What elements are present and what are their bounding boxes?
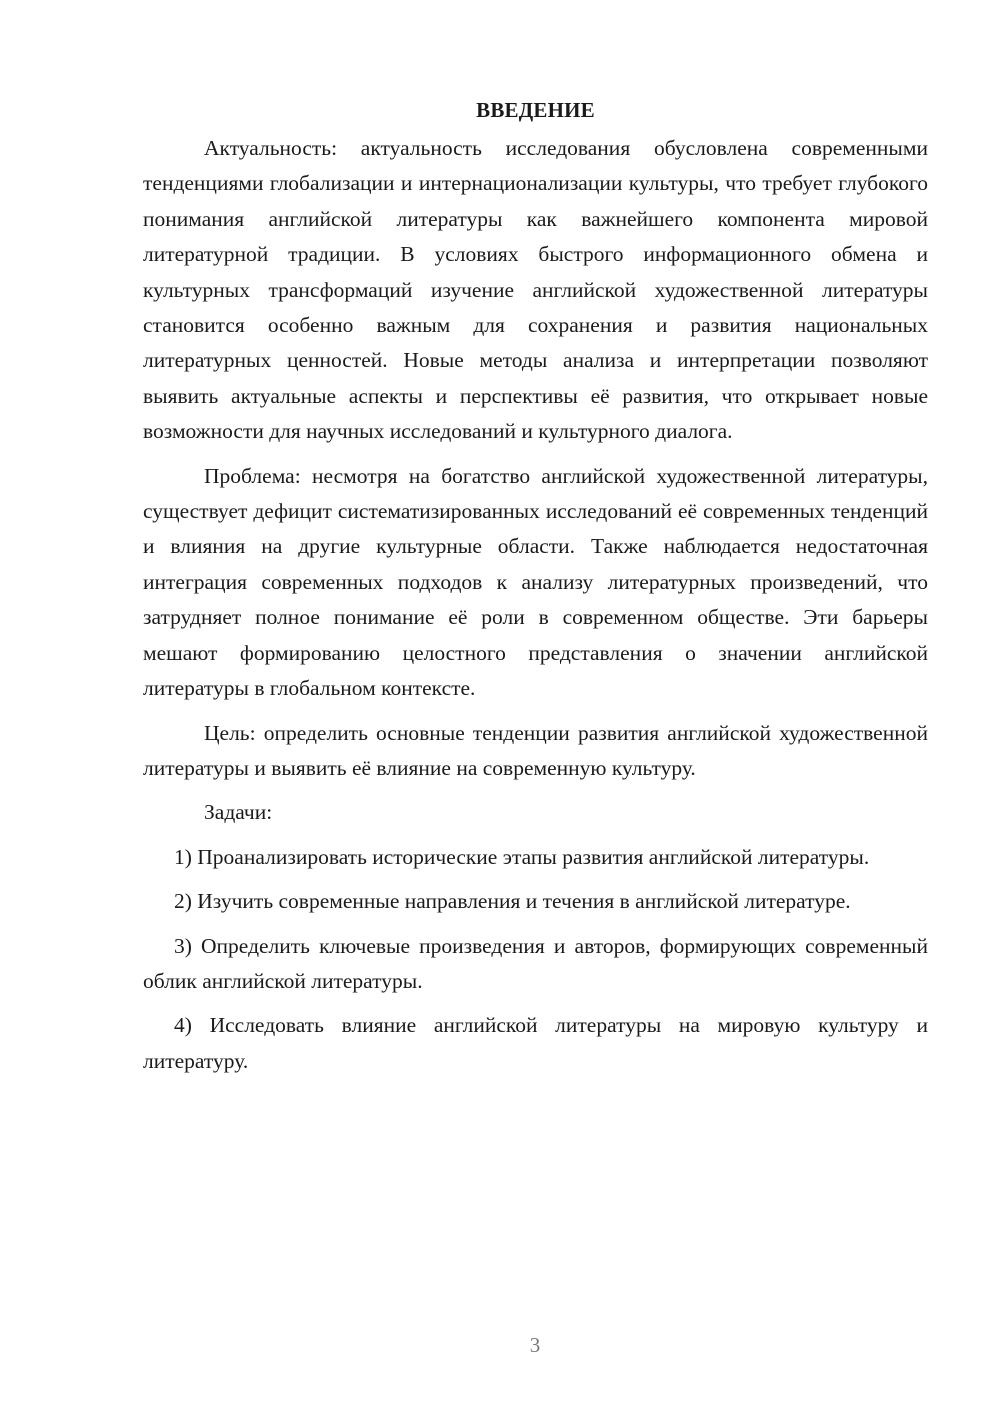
tasks-heading: Задачи: [204,800,273,825]
task-item-2: 2) Изучить современные направления и течения в английской литературе. [174,889,851,914]
problem-paragraph: Проблема: несмотря на богатство английской художественной литературы, существует дефицит систематизированных исследований её современных тенденций и влияния на другие культурные области. Также наблюдается недостаточная интеграция современных подходов к анализу литературных произведений, что затрудняет полное понимание её роли в современном обществе. Эти барьеры мешают формированию целостного представления о значении английской литературы в глобальном контексте. [143,463,928,701]
section-title: ВВЕДЕНИЕ [476,98,595,122]
relevance-paragraph: Актуальность: актуальность исследования обусловлена современными тенденциями глобализации и интернационализации культуры, что требует глубокого понимания английской литературы как важнейшего компонента мировой литературной традиции. В условиях быстрого информационного обмена и культурных трансформаций изучение английской художественной литературы становится особенно важным для сохранения и развития национальных литературных ценностей. Новые методы анализа и интерпретации позволяют выявить актуальные аспекты и перспективы её развития, что открывает новые возможности для научных исследований и культурного диалога. [143,136,928,444]
task-item-3: 3) Определить ключевые произведения и авторов, формирующих современный облик английской литературы. [143,933,928,993]
document-page [143,95,928,1079]
task-item-4: 4) Исследовать влияние английской литературы на мировую культуру и литературу. [143,1013,928,1073]
goal-paragraph: Цель: определить основные тенденции развития английской художественной литературы и выявить её влияние на современную культуру. [143,720,928,780]
page-number: 3 [529,1333,541,1357]
task-item-1: 1) Проанализировать исторические этапы развития английской литературы. [174,844,870,869]
